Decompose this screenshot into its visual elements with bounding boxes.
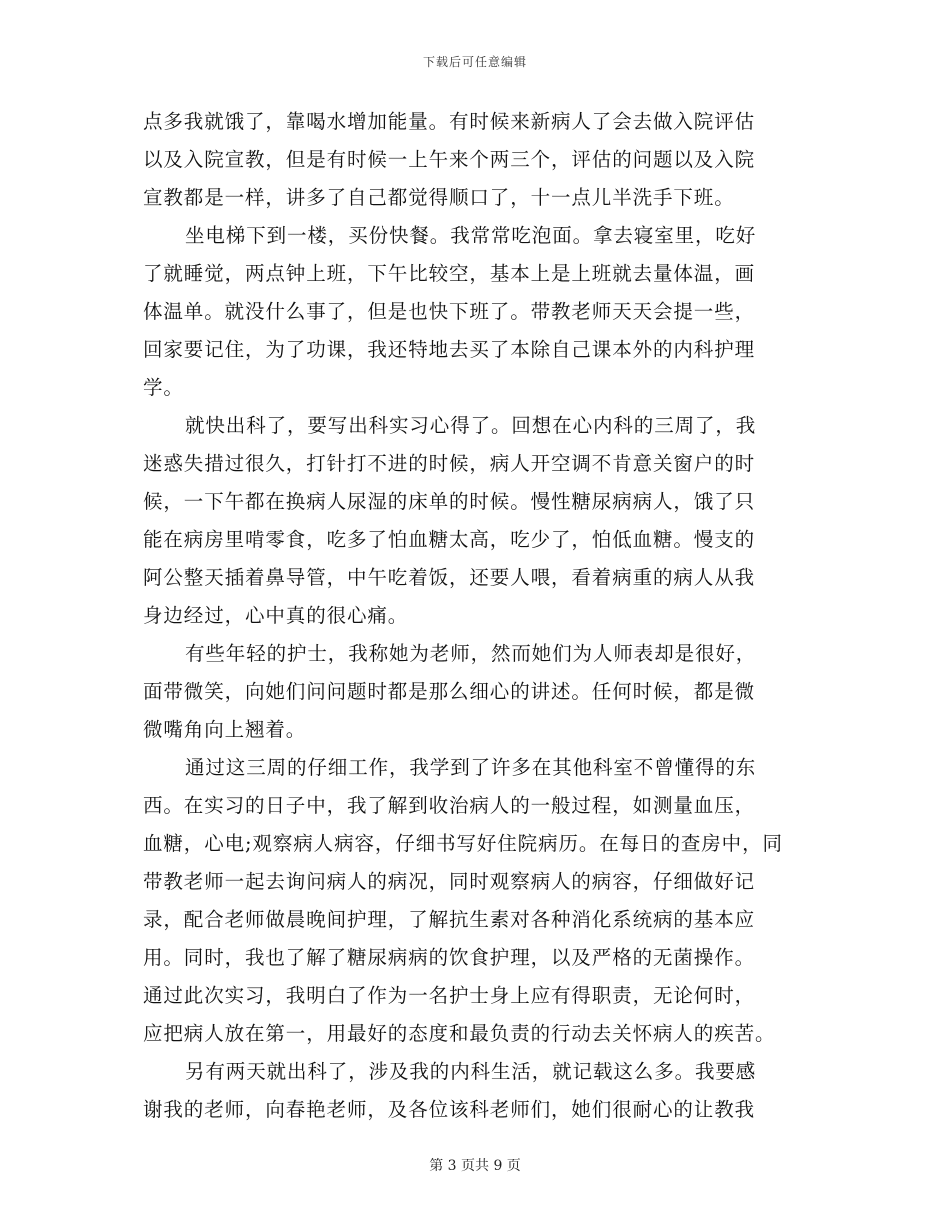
text-line: 能在病房里啃零食，吃多了怕血糖太高，吃少了，怕低血糖。慢支的 bbox=[143, 528, 756, 551]
text-line: 通过此次实习，我明白了作为一名护士身上应有得职责，无论何时， bbox=[143, 984, 756, 1007]
text-line: 用。同时，我也了解了糖尿病病的饮食护理，以及严格的无菌操作。 bbox=[143, 946, 756, 969]
paragraph bbox=[143, 749, 808, 1053]
paragraph bbox=[143, 103, 808, 217]
text-line: 了就睡觉，两点钟上班，下午比较空，基本上是上班就去量体温，画 bbox=[143, 262, 756, 285]
text-line: 候，一下午都在换病人尿湿的床单的时候。慢性糖尿病病人，饿了只 bbox=[143, 490, 756, 513]
text-line: 学。 bbox=[143, 376, 184, 399]
text-line: 西。在实习的日子中，我了解到收治病人的一般过程，如测量血压， bbox=[143, 794, 756, 817]
text-line: 通过这三周的仔细工作，我学到了许多在其他科室不曾懂得的东 bbox=[185, 756, 757, 779]
text-line: 以及入院宣教，但是有时候一上午来个两三个，评估的问题以及入院 bbox=[143, 148, 756, 171]
text-line: 回家要记住，为了功课，我还特地去买了本除自己课本外的内科护理 bbox=[143, 338, 756, 361]
text-line: 录，配合老师做晨晚间护理，了解抗生素对各种消化系统病的基本应 bbox=[143, 908, 756, 931]
text-line: 宣教都是一样，讲多了自己都觉得顺口了，十一点儿半洗手下班。 bbox=[143, 186, 735, 209]
text-line: 阿公整天插着鼻导管，中午吃着饭，还要人喂，看着病重的病人从我 bbox=[143, 566, 756, 589]
page-number: 第 3 页共 9 页 bbox=[429, 1158, 521, 1174]
text-line: 血糖，心电;观察病人病容，仔细书写好住院病历。在每日的查房中，同 bbox=[143, 832, 783, 855]
text-line: 坐电梯下到一楼，买份快餐。我常常吃泡面。拿去寝室里，吃好 bbox=[185, 224, 757, 247]
text-line: 面带微笑，向她们问问题时都是那么细心的讲述。任何时候，都是微 bbox=[143, 680, 756, 703]
text-line: 有些年轻的护士，我称她为老师，然而她们为人师表却是很好， bbox=[185, 642, 757, 665]
paragraph bbox=[143, 635, 808, 749]
text-line: 点多我就饿了，靠喝水增加能量。有时候来新病人了会去做入院评估 bbox=[143, 110, 756, 133]
text-line: 微嘴角向上翘着。 bbox=[143, 718, 307, 741]
text-line: 谢我的老师，向春艳老师，及各位该科老师们，她们很耐心的让教我 bbox=[143, 1098, 756, 1121]
text-line: 应把病人放在第一，用最好的态度和最负责的行动去关怀病人的疾苦。 bbox=[143, 1022, 776, 1045]
text-line: 就快出科了，要写出科实习心得了。回想在心内科的三周了，我 bbox=[185, 414, 757, 437]
paragraph bbox=[143, 217, 808, 407]
text-line: 带教老师一起去询问病人的病况，同时观察病人的病容，仔细做好记 bbox=[143, 870, 756, 893]
paragraph bbox=[143, 407, 808, 635]
text-line: 迷惑失措过很久，打针打不进的时候，病人开空调不肯意关窗户的时 bbox=[143, 452, 756, 475]
document-body bbox=[143, 103, 808, 1129]
text-line: 体温单。就没什么事了，但是也快下班了。带教老师天天会提一些， bbox=[143, 300, 756, 323]
paragraph bbox=[143, 1053, 808, 1129]
page-header: 下载后可任意编辑 bbox=[422, 55, 527, 69]
text-line: 身边经过，心中真的很心痛。 bbox=[143, 604, 409, 627]
text-line: 另有两天就出科了，涉及我的内科生活，就记载这么多。我要感 bbox=[185, 1060, 757, 1083]
